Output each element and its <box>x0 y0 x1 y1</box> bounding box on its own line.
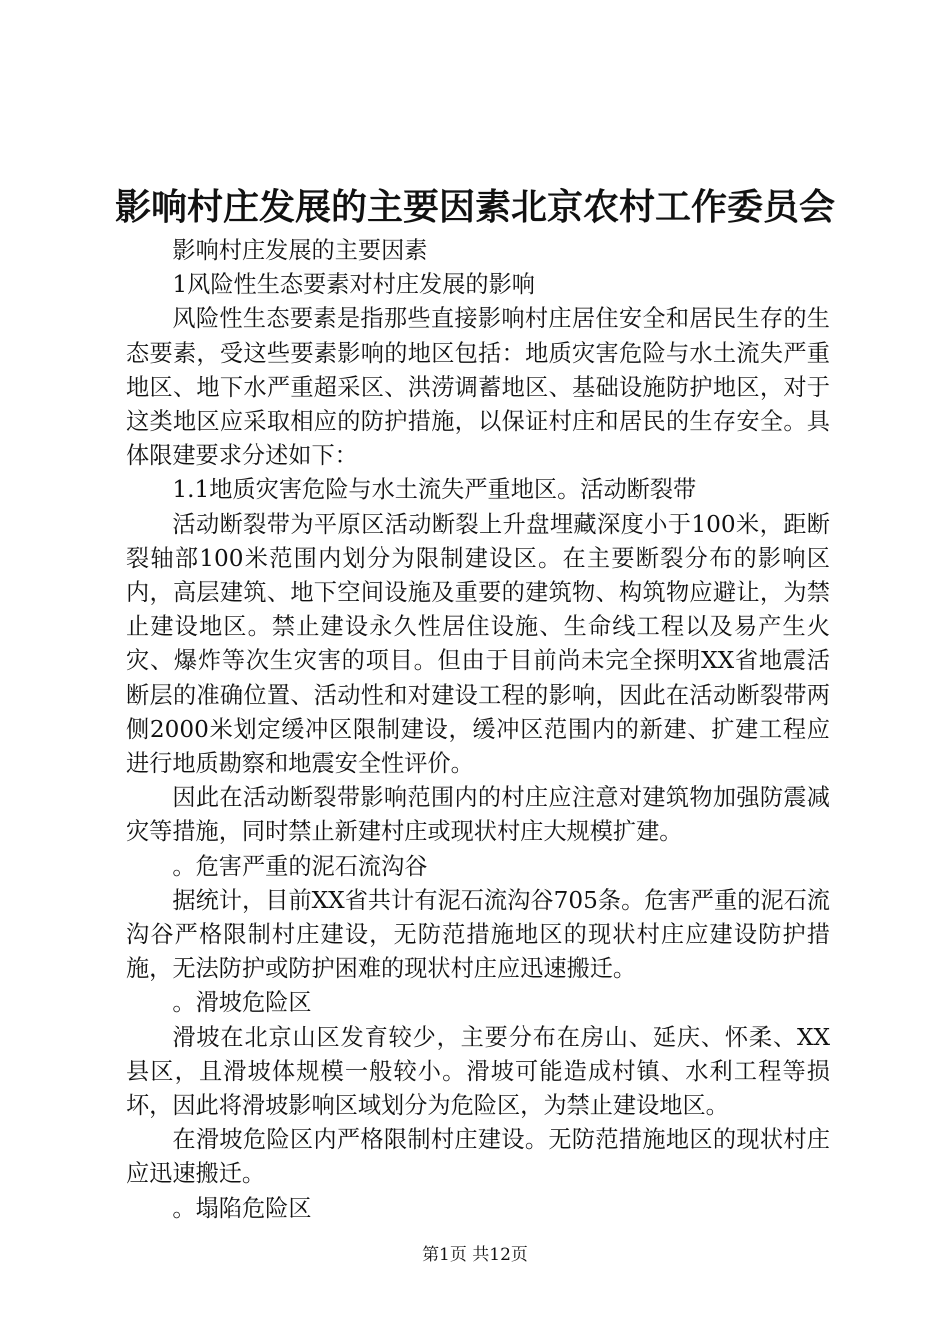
paragraph-heading-debris-flow: 。危害严重的泥石流沟谷 <box>172 852 428 880</box>
paragraph: 活动断裂带为平原区活动断裂上升盘埋藏深度小于100米，距断裂轴部100米范围内划分为限制建设区。在主要断裂分布的影响区内，高层建筑、地下空间设施及重要的建筑物、构筑物应避让，为禁止建设地区。禁止建设永久性居住设施、生命线工程以及易产生火灾、爆炸等次生灾害的项目。但由于目前尚未完全探明XX省地震活断层的准确位置、活动性和对建设工程的影响，因此在活动断裂带两侧2000米划定缓冲区限制建设，缓冲区范围内的新建、扩建工程应进行地质勘察和地震安全性评价。 <box>126 510 830 778</box>
paragraph-heading-collapse: 。塌陷危险区 <box>172 1194 312 1222</box>
document-body <box>126 234 830 1226</box>
page-footer: 第1页 共12页 <box>422 1245 528 1265</box>
paragraph: 滑坡在北京山区发育较少，主要分布在房山、延庆、怀柔、XX县区，且滑坡体规模一般较小。滑坡可能造成村镇、水利工程等损坏，因此将滑坡影响区域划分为危险区，为禁止建设地区。 <box>126 1023 830 1120</box>
paragraph-section-heading-1-1: 1.1地质灾害危险与水土流失严重地区。活动断裂带 <box>172 476 697 504</box>
paragraph: 因此在活动断裂带影响范围内的村庄应注意对建筑物加强防震减灾等措施，同时禁止新建村庄或现状村庄大规模扩建。 <box>126 784 830 846</box>
document-title: 影响村庄发展的主要因素北京农村工作委员会 <box>114 186 835 228</box>
paragraph-section-heading-1: 1风险性生态要素对村庄发展的影响 <box>172 271 535 299</box>
paragraph-subtitle: 影响村庄发展的主要因素 <box>172 237 428 264</box>
paragraph: 在滑坡危险区内严格限制村庄建设。无防范措施地区的现状村庄应迅速搬迁。 <box>126 1126 830 1188</box>
paragraph: 据统计，目前XX省共计有泥石流沟谷705条。危害严重的泥石流沟谷严格限制村庄建设，无防范措施地区的现状村庄应建设防护措施，无法防护或防护困难的现状村庄应迅速搬迁。 <box>126 886 830 983</box>
paragraph-heading-landslide: 。滑坡危险区 <box>172 989 312 1017</box>
paragraph: 风险性生态要素是指那些直接影响村庄居住安全和居民生存的生态要素，受这些要素影响的地区包括：地质灾害危险与水土流失严重地区、地下水严重超采区、洪涝调蓄地区、基础设施防护地区，对于这类地区应采取相应的防护措施，以保证村庄和居民的生存安全。具体限建要求分述如下： <box>126 305 830 470</box>
